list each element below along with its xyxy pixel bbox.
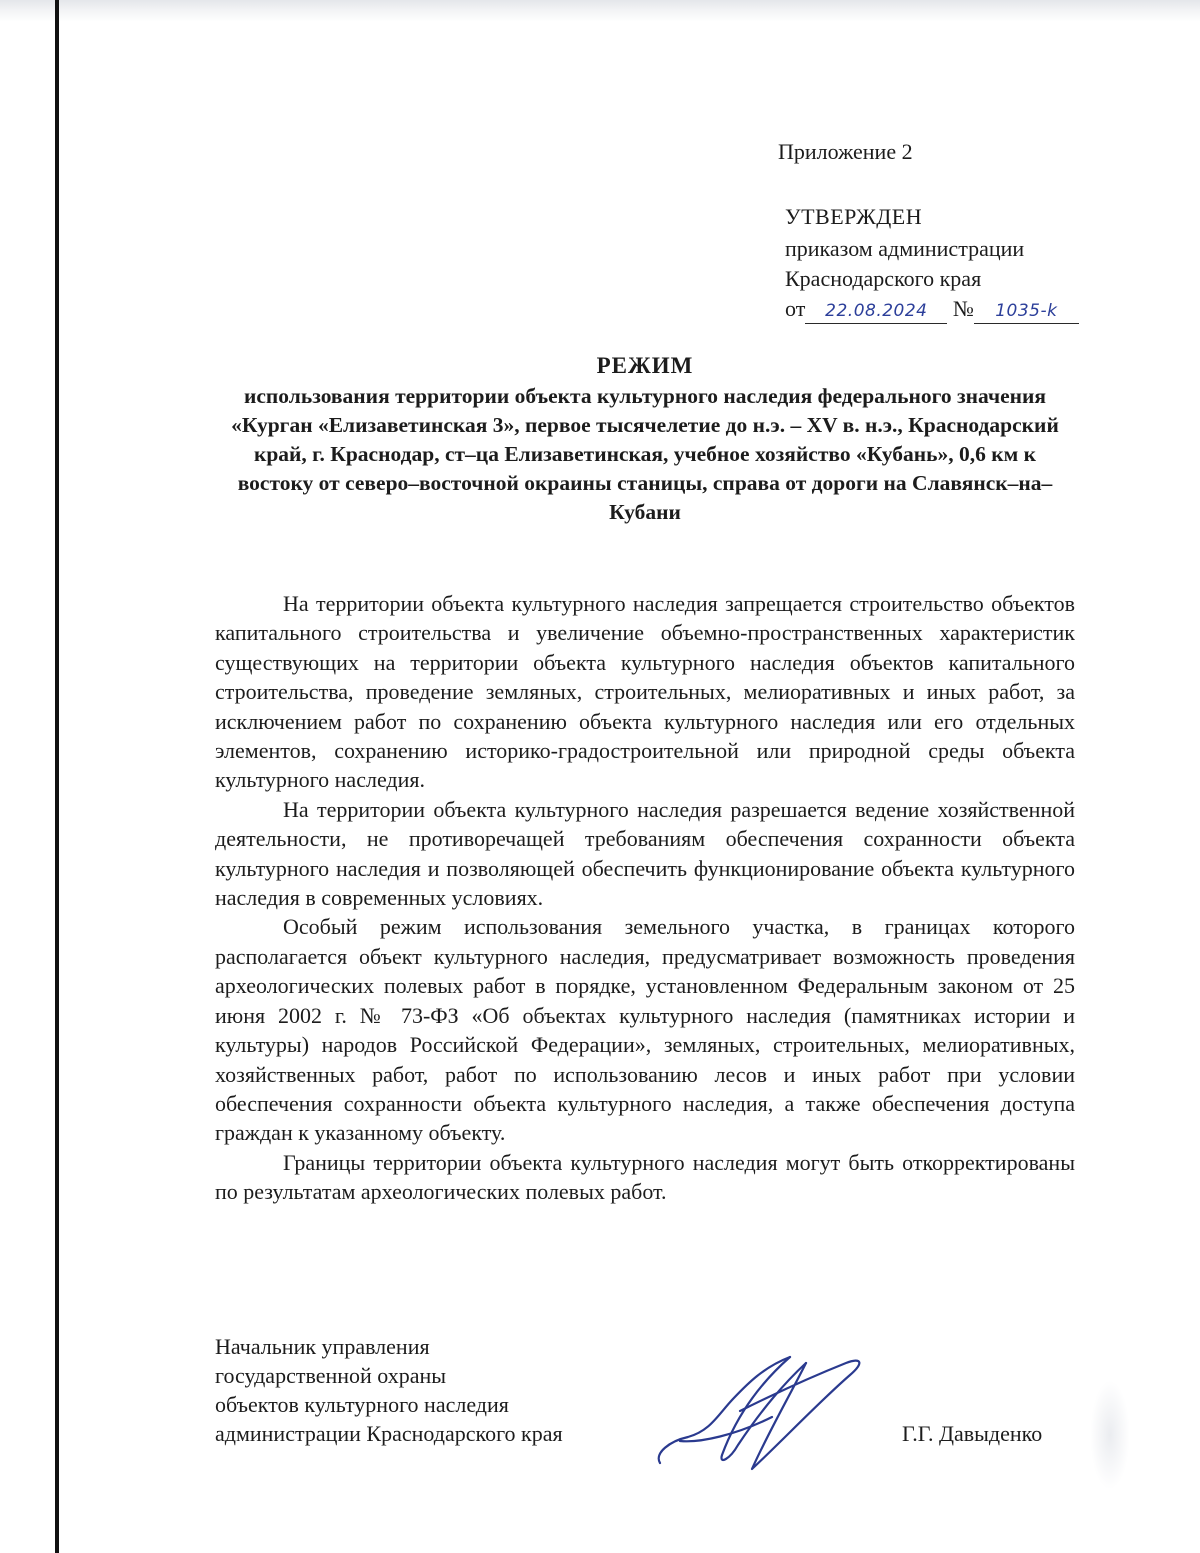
handwritten-order-number: 1035-k bbox=[974, 296, 1079, 326]
scan-edge-line bbox=[55, 0, 59, 1553]
approved-by-line-1: приказом администрации bbox=[785, 236, 1025, 261]
document-subtitle: использования территории объекта культурного наследия федерального значения «Курган «Елизаветинская 3», первое тысячелетие до н.э. – XV в. н.э., Краснодарский край, г. Краснодар, ст–ца Елизаветинская, учебное хозяйство «Кубань», 0,6 км к востоку от северо–восточной окраины станицы, справа от дороги на Славянск–на–Кубани bbox=[231, 384, 1059, 524]
handwritten-signature bbox=[640, 1345, 880, 1475]
order-date-number-line bbox=[785, 294, 1079, 326]
signatory-position bbox=[215, 1332, 563, 1448]
scan-top-shadow bbox=[0, 0, 1200, 22]
document-body bbox=[215, 589, 1075, 1207]
body-paragraph: Особый режим использования земельного участка, в границах которого располагается объект культурного наследия, предусматривает возможность проведения археологических полевых работ в порядке, установленном Федеральным законом от 25 июня 2002 г. № 73-ФЗ «Об объектах культурного наследия (памятниках истории и культуры) народов Российской Федерации», земляных, строительных, мелиоративных, хозяйственных работ, работ по использованию лесов и иных работ при условии обеспечения сохранности объекта культурного наследия, а также обеспечения доступа граждан к указанному объекту. bbox=[215, 914, 1075, 1146]
position-line: объектов культурного наследия bbox=[215, 1392, 509, 1417]
approved-by-line-2: Краснодарского края bbox=[785, 266, 982, 291]
annex-label: Приложение 2 bbox=[778, 139, 913, 164]
signer-name: Г.Г. Давыденко bbox=[902, 1421, 1043, 1446]
handwritten-date: 22.08.2024 bbox=[805, 296, 947, 326]
number-prefix: № bbox=[952, 296, 974, 321]
approved-stamp-text: УТВЕРЖДЕН bbox=[785, 204, 923, 229]
title-block bbox=[215, 350, 1075, 527]
position-line: государственной охраны bbox=[215, 1363, 447, 1388]
approval-block bbox=[785, 202, 1079, 326]
document-title: РЕЖИМ bbox=[596, 353, 694, 378]
body-paragraph: Границы территории объекта культурного наследия могут быть откорректированы по результатам археологических полевых работ. bbox=[215, 1149, 1075, 1205]
body-paragraph: На территории объекта культурного наследия разрешается ведение хозяйственной деятельности, не противоречащей требованиям обеспечения сохранности объекта культурного наследия и позволяющей обеспечить функционирование объекта культурного наследия в современных условиях. bbox=[215, 796, 1075, 911]
position-line: администрации Краснодарского края bbox=[215, 1421, 563, 1446]
scan-smudge bbox=[1090, 1380, 1130, 1490]
body-paragraph: На территории объекта культурного наследия запрещается строительство объектов капитального строительства и увеличение объемно-пространственных характеристик существующих на территории объекта культурного наследия объектов капитального строительства, проведение земляных, строительных, мелиоративных и иных работ, за исключением работ по сохранению объекта культурного наследия или его отдельных элементов, сохранению историко-градостроительной или природной среды объекта культурного наследия. bbox=[215, 591, 1075, 793]
date-prefix: от bbox=[785, 296, 806, 321]
position-line: Начальник управления bbox=[215, 1334, 430, 1359]
